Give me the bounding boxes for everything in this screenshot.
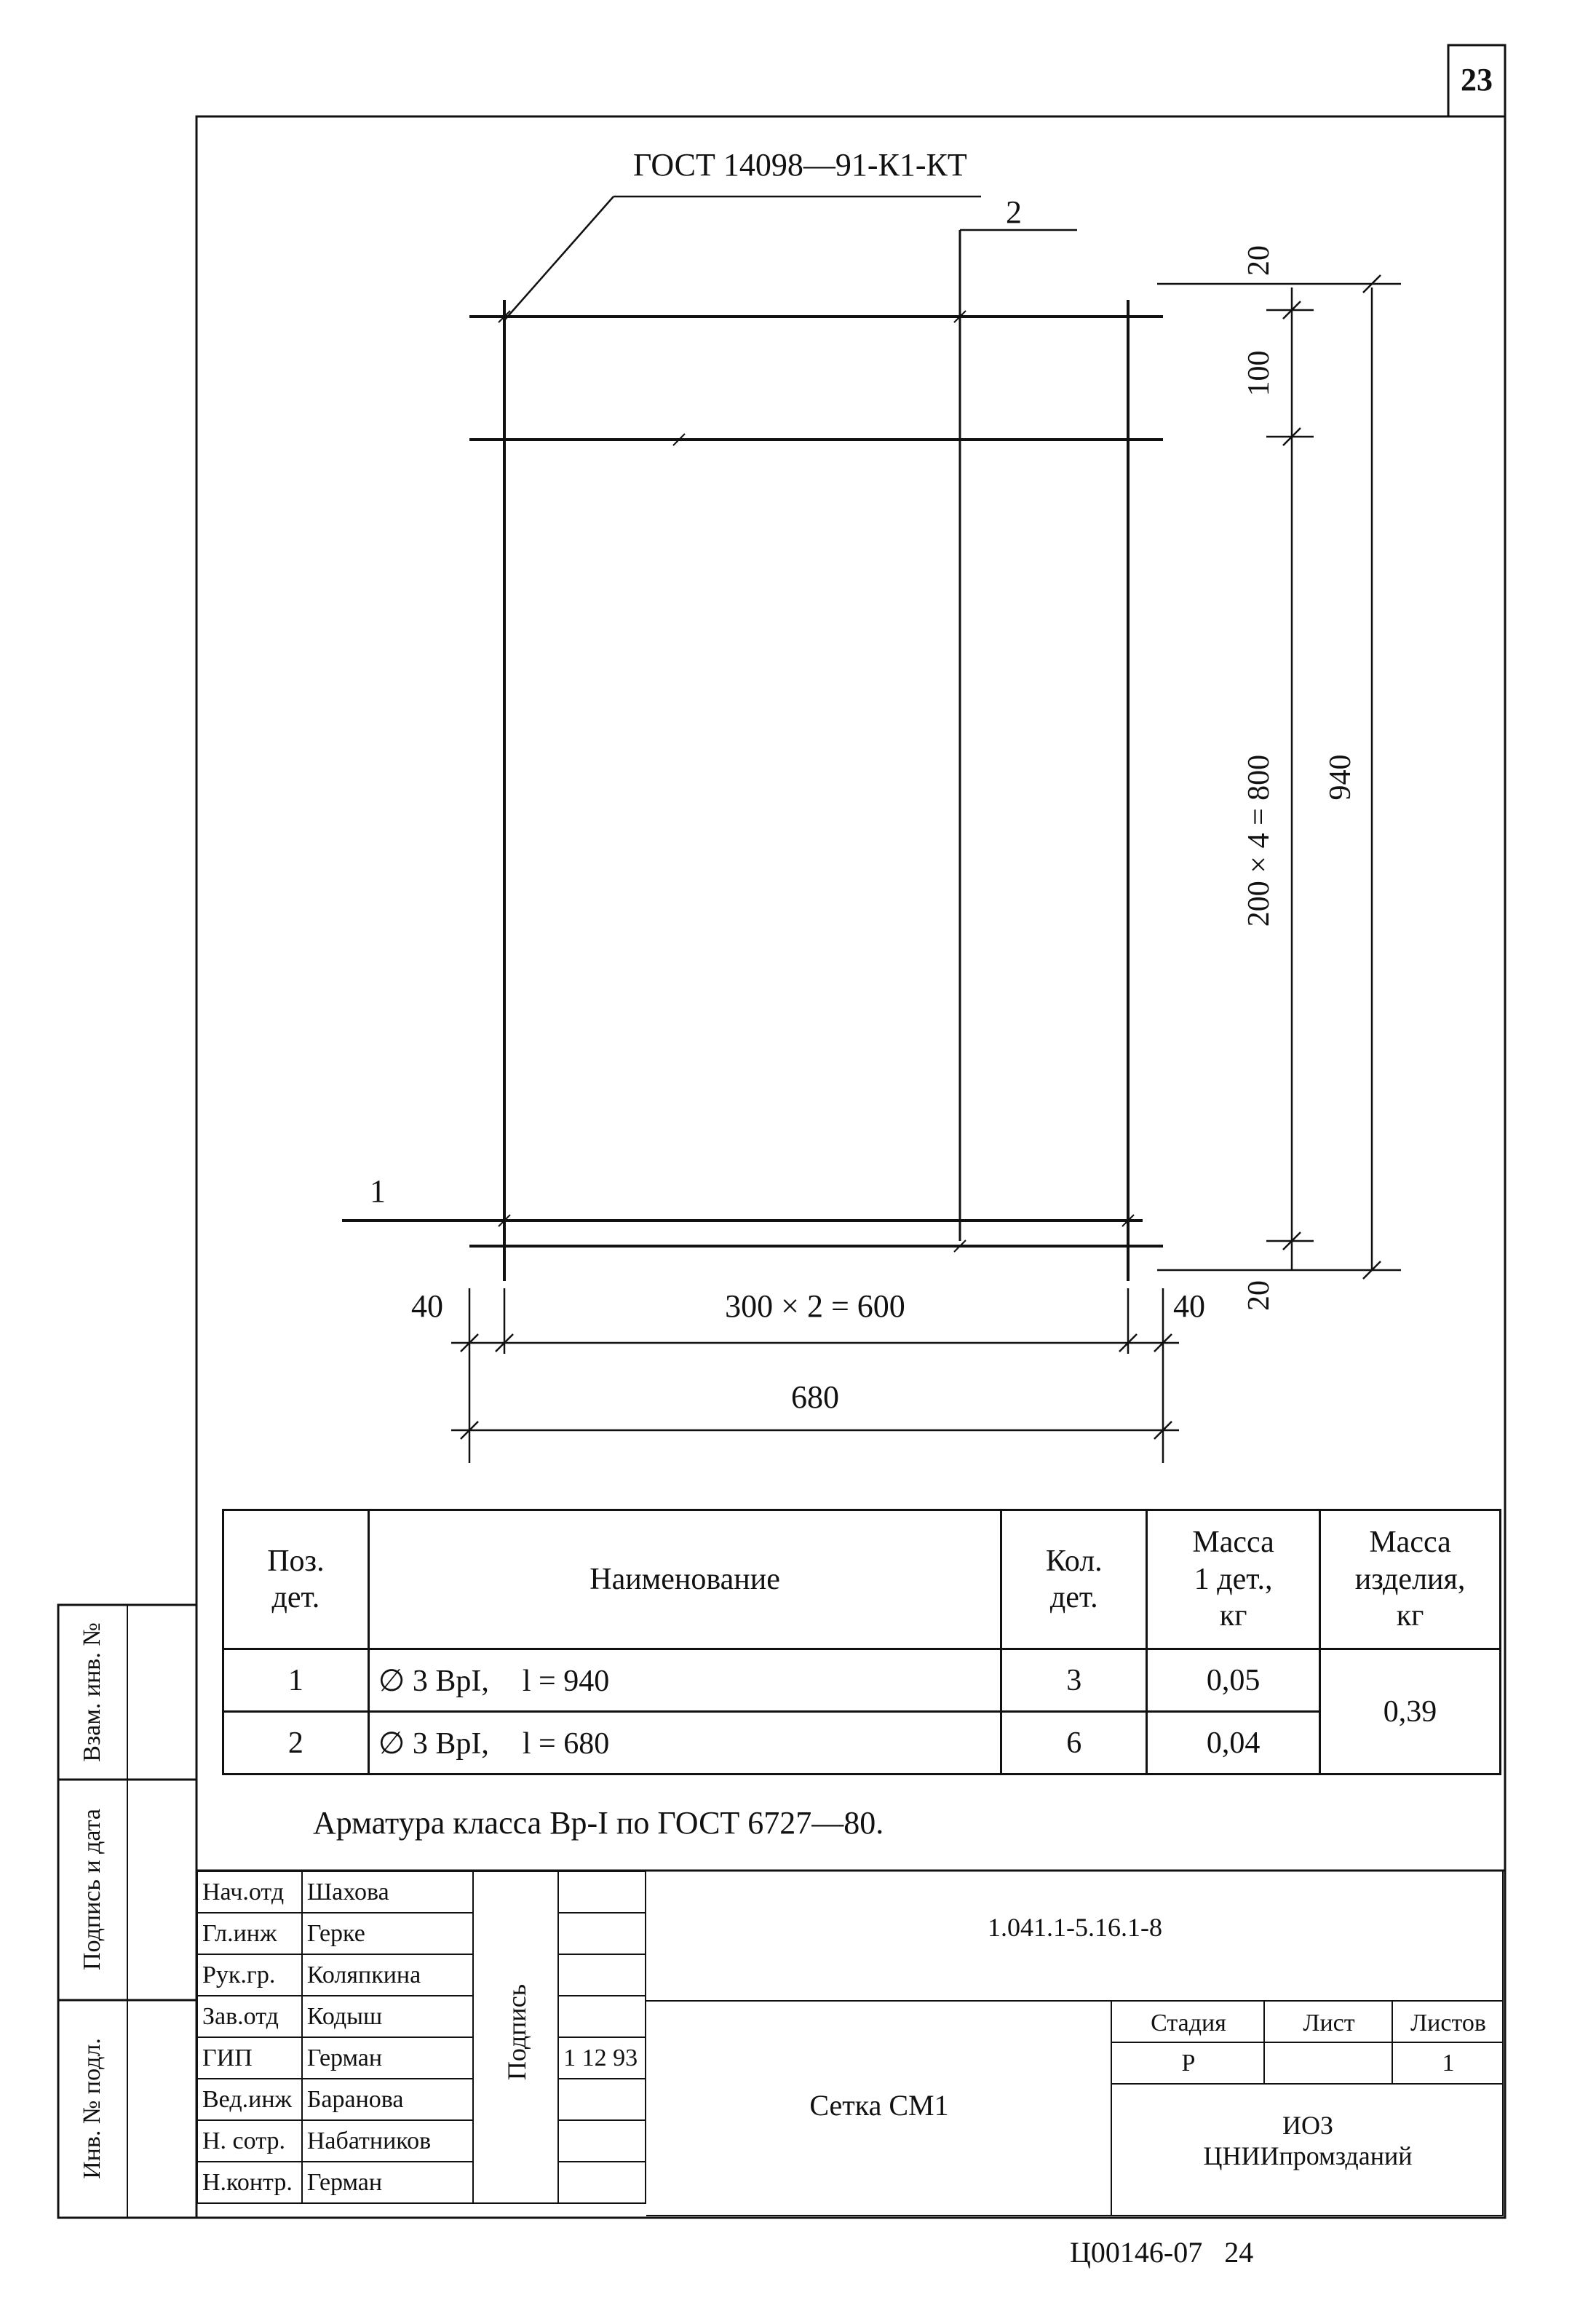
- row-qty: 6: [1001, 1712, 1147, 1774]
- gost-label: ГОСТ 14098—91-К1-КТ: [633, 147, 967, 183]
- dim-top-step: 100: [1242, 350, 1276, 397]
- col-qty-header: Кол. дет.: [1001, 1510, 1147, 1649]
- sheets-value-cell: [1393, 2043, 1504, 2085]
- item-name: Сетка СМ1: [809, 2089, 949, 2122]
- staff-row: [197, 2162, 646, 2203]
- staff-date: [558, 2079, 646, 2120]
- row-length: l = 680: [522, 1726, 610, 1761]
- table-row: [223, 1649, 1501, 1712]
- dim-left-offset: 40: [411, 1288, 443, 1324]
- mass-total-cell: 0,39: [1320, 1649, 1501, 1774]
- org-name-line1: ИОЗ: [1282, 2111, 1334, 2140]
- dim-middle: 200 × 4 = 800: [1242, 754, 1276, 927]
- row-mass-one: 0,04: [1147, 1712, 1320, 1774]
- dim-top-gap: 20: [1242, 245, 1276, 276]
- staff-role: Вед.инж: [197, 2079, 302, 2120]
- staff-name: Набатников: [302, 2120, 473, 2162]
- stage-value: Р: [1181, 2050, 1196, 2077]
- staff-role: Рук.гр.: [197, 1954, 302, 1996]
- position-label-2: 2: [1006, 194, 1022, 230]
- title-block-main: [646, 1871, 1504, 2216]
- staff-row: [197, 2079, 646, 2120]
- col-pos-header: Поз. дет.: [223, 1510, 369, 1649]
- spec-header-row: [223, 1510, 1501, 1649]
- staff-date: [558, 2120, 646, 2162]
- sheets-label: Листов: [1410, 2010, 1486, 2037]
- dim-bottom-gap: 20: [1242, 1280, 1276, 1311]
- staff-date: [558, 1871, 646, 1913]
- signature-column: [473, 1871, 558, 2203]
- sheet-label-cell: [1265, 2002, 1393, 2043]
- staff-row: [197, 1913, 646, 1954]
- stage-value-cell: [1112, 2043, 1265, 2085]
- dim-total-height: 940: [1324, 754, 1357, 801]
- sheet-value-cell: [1265, 2043, 1393, 2085]
- staff-row: [197, 2120, 646, 2162]
- sheets-label-cell: [1393, 2002, 1504, 2043]
- staff-name: Кодыш: [302, 1996, 473, 2037]
- staff-role: Гл.инж: [197, 1913, 302, 1954]
- position-label-1: 1: [370, 1173, 386, 1209]
- row-mass-one: 0,05: [1147, 1649, 1320, 1712]
- staff-name: Шахова: [302, 1871, 473, 1913]
- dim-width-total: 680: [791, 1379, 839, 1415]
- row-symbol: ∅ 3 ВрI,: [378, 1664, 489, 1698]
- staff-table: [196, 1871, 646, 2204]
- staff-name: Герке: [302, 1913, 473, 1954]
- row-pos: 2: [223, 1712, 369, 1774]
- staff-date: 1 12 93: [558, 2037, 646, 2079]
- staff-role: Н.контр.: [197, 2162, 302, 2203]
- reinforcement-note: Арматура класса Вр-I по ГОСТ 6727—80.: [313, 1805, 884, 1841]
- staff-row: [197, 1871, 646, 1913]
- staff-role: Зав.отд: [197, 1996, 302, 2037]
- row-length: l = 940: [522, 1664, 610, 1698]
- staff-date: [558, 1913, 646, 1954]
- stage-label-cell: [1112, 2002, 1265, 2043]
- row-qty: 3: [1001, 1649, 1147, 1712]
- staff-row: [197, 1996, 646, 2037]
- row-symbol: ∅ 3 ВрI,: [378, 1726, 489, 1761]
- side-stamp-inventory: Инв. № подл.: [79, 2038, 106, 2179]
- dim-right-offset: 40: [1173, 1288, 1205, 1324]
- staff-name: Коляпкина: [302, 1954, 473, 1996]
- staff-role: Нач.отд: [197, 1871, 302, 1913]
- signature-column-label: Подпись: [502, 1983, 532, 2081]
- spec-table: [222, 1509, 1501, 1775]
- staff-role: ГИП: [197, 2037, 302, 2079]
- side-stamp-signature-date: Подпись и дата: [79, 1809, 106, 1970]
- item-name-cell: [646, 2002, 1112, 2216]
- staff-name: Баранова: [302, 2079, 473, 2120]
- side-stamp-vzam: Взам. инв. №: [79, 1622, 106, 1762]
- staff-date: [558, 1954, 646, 1996]
- col-mass-total-header: Масса изделия, кг: [1320, 1510, 1501, 1649]
- sheet-label: Лист: [1303, 2010, 1355, 2037]
- row-name: [368, 1712, 1001, 1774]
- staff-name: Герман: [302, 2162, 473, 2203]
- doc-code: 1.041.1-5.16.1-8: [988, 1913, 1162, 1942]
- stage-grid: [1112, 2002, 1504, 2085]
- row-pos: 1: [223, 1649, 369, 1712]
- staff-date: [558, 2162, 646, 2203]
- dim-width-inner: 300 × 2 = 600: [725, 1288, 905, 1324]
- stage-label: Стадия: [1151, 2010, 1226, 2037]
- footer-code: Ц00146-07 24: [1070, 2236, 1254, 2269]
- col-mass-one-header: Масса 1 дет., кг: [1147, 1510, 1320, 1649]
- page-corner-number: 23: [1461, 62, 1493, 98]
- staff-name: Герман: [302, 2037, 473, 2079]
- sheets-value: 1: [1442, 2050, 1455, 2077]
- staff-row: [197, 1954, 646, 1996]
- doc-code-cell: [646, 1871, 1504, 2002]
- table-row: [223, 1712, 1501, 1774]
- col-name-header: Наименование: [368, 1510, 1001, 1649]
- row-name: [368, 1649, 1001, 1712]
- staff-role: Н. сотр.: [197, 2120, 302, 2162]
- org-name-line2: ЦНИИпромзданий: [1203, 2141, 1413, 2170]
- staff-date: [558, 1996, 646, 2037]
- staff-row: [197, 2037, 646, 2079]
